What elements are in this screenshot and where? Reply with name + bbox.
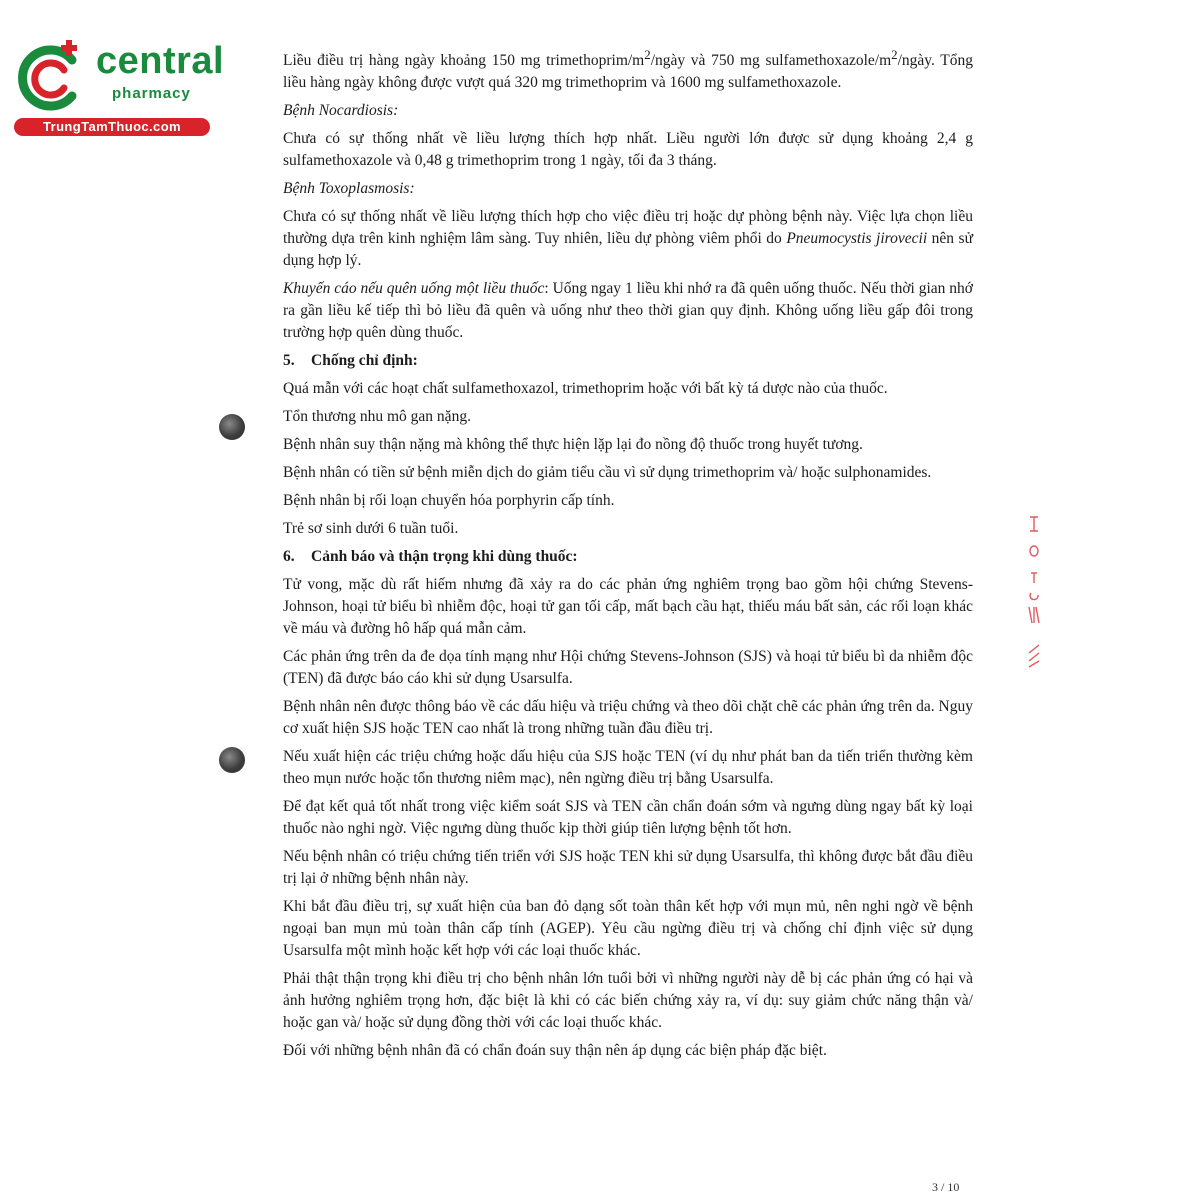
punch-hole-top	[219, 414, 245, 440]
dosage-paragraph: Liều điều trị hàng ngày khoảng 150 mg trimethoprim/$m^2$/ngày và 750 mg sulfamethoxazole/$m^2$/ngày. Tổng liều hàng ngày không được vượt quá 320 mg trimethoprim và 1600 mg sulfamethoxazole.	[283, 47, 973, 92]
stamp-fragment-icon	[1026, 515, 1042, 670]
warning-paragraph: Để đạt kết quả tốt nhất trong việc kiểm soát SJS và TEN cần chẩn đoán sớm và ngưng dùng ngay bất kỳ loại thuốc nào nghi ngờ. Việc ngưng dùng thuốc kịp thời giúp tiên lượng bệnh tốt hơn.	[283, 798, 973, 838]
warning-paragraph: Nếu xuất hiện các triệu chứng hoặc dấu hiệu của SJS hoặc TEN (ví dụ như phát ban da tiến triển thường kèm theo mụn nước hoặc tổn thương niêm mạc), nên ngừng điều trị bằng Usarsulfa.	[283, 748, 973, 788]
central-pharmacy-logo-icon	[10, 38, 90, 118]
page-number: 3 / 10	[932, 1180, 960, 1194]
warning-paragraph: Nếu bệnh nhân có triệu chứng tiến triển với SJS hoặc TEN khi sử dụng Usarsulfa, thì không được bắt đầu điều trị lại ở những bệnh nhân này.	[283, 848, 973, 888]
contraindication-item: Bệnh nhân suy thận nặng mà không thể thực hiện lặp lại đo nồng độ thuốc trong huyết tương.	[283, 436, 863, 454]
brand-name: central	[96, 40, 225, 82]
warning-paragraph: Khi bắt đầu điều trị, sự xuất hiện của ban đỏ dạng sốt toàn thân kết hợp với mụn mủ, nên nghi ngờ về bệnh ngoại ban mụn mủ toàn thân cấp tính (AGEP). Yêu cầu ngừng điều trị và chống chỉ định việc sử dụng Usarsulfa một mình hoặc kết hợp với các loại thuốc khác.	[283, 898, 973, 960]
missed-dose-paragraph: Khuyến cáo nếu quên uống một liều thuốc: Uống ngay 1 liều khi nhớ ra đã quên uống thuốc. Nếu thời gian nhớ ra gần liều kế tiếp thì bỏ liều đã quên và uống như theo thời gian quy định. Không uống liều gấp đôi trong trường hợp quên dùng thuốc.	[283, 280, 973, 342]
warning-paragraph: Phải thật thận trọng khi điều trị cho bệnh nhân lớn tuổi bởi vì những người này dễ bị các phản ứng có hại và ảnh hưởng nghiêm trọng hơn, đặc biệt là khi có các biến chứng xảy ra, ví dụ: suy giảm chức năng thận và/ hoặc gan và/ hoặc sử dụng đồng thời với các loại thuốc khác.	[283, 970, 973, 1032]
warning-paragraph: Tử vong, mặc dù rất hiếm nhưng đã xảy ra do các phản ứng nghiêm trọng bao gồm hội chứng Stevens-Johnson, hoại tử biểu bì nhiễm độc, hoại tử gan tối cấp, mất bạch cầu hạt, thiếu máu bất sản, các rối loạn khác về máu và đường hô hấp quá mẫn cảm.	[283, 576, 973, 638]
toxoplasmosis-label: Bệnh Toxoplasmosis:	[283, 180, 415, 198]
contraindication-item: Quá mẫn với các hoạt chất sulfamethoxazol, trimethoprim hoặc với bất kỳ tá dược nào của thuốc.	[283, 380, 888, 398]
contraindication-item: Bệnh nhân bị rối loạn chuyển hóa porphyrin cấp tính.	[283, 492, 615, 510]
site-url-badge[interactable]: TrungTamThuoc.com	[14, 118, 210, 136]
document-body	[283, 44, 973, 1068]
toxoplasmosis-paragraph: Chưa có sự thống nhất về liều lượng thích hợp cho việc điều trị hoặc dự phòng bệnh này. Việc lựa chọn liều thường dựa trên kinh nghiệm lâm sàng. Tuy nhiên, liều dự phòng viêm phổi do Pneumocystis jirovecii nên sử dụng hợp lý.	[283, 208, 973, 270]
section-6-heading: 6. Cảnh báo và thận trọng khi dùng thuốc:	[283, 548, 578, 566]
section-5-heading: 5. Chống chỉ định:	[283, 352, 418, 370]
warning-paragraph: Các phản ứng trên da đe dọa tính mạng như Hội chứng Stevens-Johnson (SJS) và hoại tử biểu bì da nhiễm độc (TEN) đã được báo cáo khi sử dụng Usarsulfa.	[283, 648, 973, 688]
warning-paragraph: Bệnh nhân nên được thông báo về các dấu hiệu và triệu chứng và theo dõi chặt chẽ các phản ứng trên da. Nguy cơ xuất hiện SJS hoặc TEN cao nhất là trong những tuần đầu điều trị.	[283, 698, 973, 738]
warning-paragraph: Đối với những bệnh nhân đã có chẩn đoán suy thận nên áp dụng các biện pháp đặc biệt.	[283, 1042, 827, 1060]
nocardiosis-label: Bệnh Nocardiosis:	[283, 102, 399, 120]
brand-subtitle: pharmacy	[112, 85, 191, 102]
contraindication-item: Bệnh nhân có tiền sử bệnh miễn dịch do giảm tiểu cầu vì sử dụng trimethoprim và/ hoặc sulphonamides.	[283, 464, 932, 482]
nocardiosis-paragraph: Chưa có sự thống nhất về liều lượng thích hợp nhất. Liều người lớn được sử dụng khoảng 2,4 g sulfamethoxazole và 0,48 g trimethoprim trong 1 ngày, tối đa 3 tháng.	[283, 130, 973, 170]
contraindication-item: Tổn thương nhu mô gan nặng.	[283, 408, 471, 426]
contraindication-item: Trẻ sơ sinh dưới 6 tuần tuổi.	[283, 520, 459, 538]
brand-logo[interactable]	[10, 38, 225, 138]
punch-hole-bottom	[219, 747, 245, 773]
